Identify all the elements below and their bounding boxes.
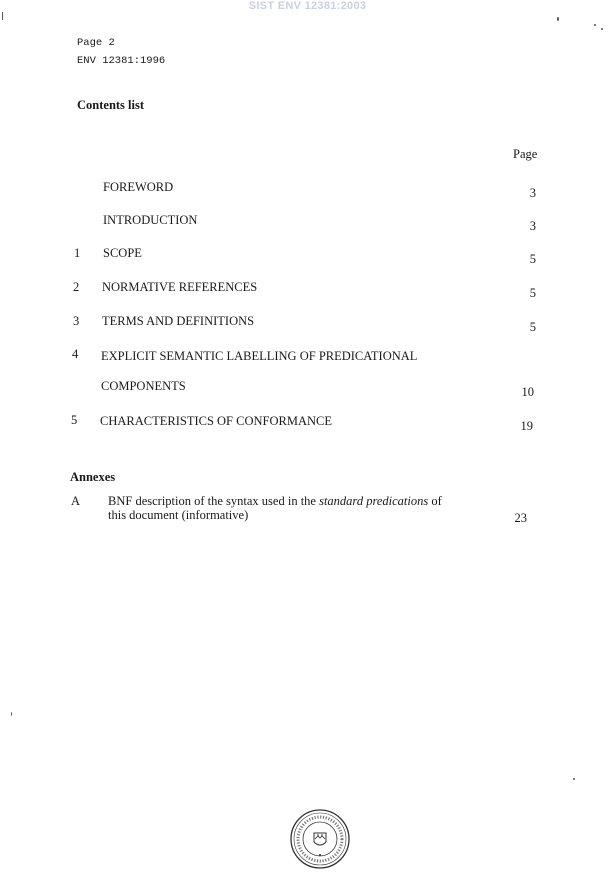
toc-title: FOREWORD	[103, 180, 174, 194]
toc-title: EXPLICIT SEMANTIC LABELLING OF PREDICATIONAL	[101, 349, 418, 363]
toc-page: 5	[529, 252, 536, 266]
scan-mark	[557, 17, 559, 21]
toc-number: 1	[74, 246, 81, 260]
toc-title: SCOPE	[103, 246, 142, 260]
annex-title-part: BNF description of the syntax used in the	[108, 494, 316, 508]
toc-title-continued: COMPONENTS	[101, 379, 186, 393]
annex-page: 23	[514, 511, 527, 525]
toc-title: CHARACTERISTICS OF CONFORMANCE	[100, 414, 332, 428]
toc-page: 19	[520, 419, 533, 433]
annex-letter: A	[71, 494, 81, 508]
toc-number: 3	[73, 314, 80, 328]
document-id: ENV 12381:1996	[77, 55, 166, 67]
scan-mark	[594, 24, 596, 26]
toc-page: 5	[529, 286, 536, 300]
watermark: SIST ENV 12381:2003	[248, 0, 367, 12]
page-column-label: Page	[513, 147, 538, 161]
annex-title-line2: this document (informative)	[108, 508, 249, 522]
seal-stamp-icon	[289, 808, 351, 875]
annexes-heading: Annexes	[70, 470, 116, 484]
toc-title: INTRODUCTION	[103, 213, 198, 227]
scan-mark	[601, 28, 603, 30]
contents-heading: Contents list	[77, 98, 145, 112]
toc-number: 5	[71, 413, 78, 427]
scan-mark	[573, 778, 575, 780]
annex-title	[108, 494, 468, 522]
toc-number: 4	[72, 347, 79, 361]
toc-page: 3	[529, 219, 536, 233]
scan-mark	[11, 712, 12, 716]
annex-title-part: of	[431, 494, 442, 508]
toc-title: TERMS AND DEFINITIONS	[102, 314, 255, 328]
toc-page: 3	[529, 186, 536, 200]
toc-page: 10	[521, 385, 534, 399]
toc-page: 5	[529, 320, 536, 334]
scan-mark	[2, 12, 3, 20]
page-number: Page 2	[77, 37, 115, 49]
toc-number: 2	[73, 280, 80, 294]
annex-title-italic: standard predications	[319, 494, 429, 508]
toc-title: NORMATIVE REFERENCES	[102, 280, 258, 294]
